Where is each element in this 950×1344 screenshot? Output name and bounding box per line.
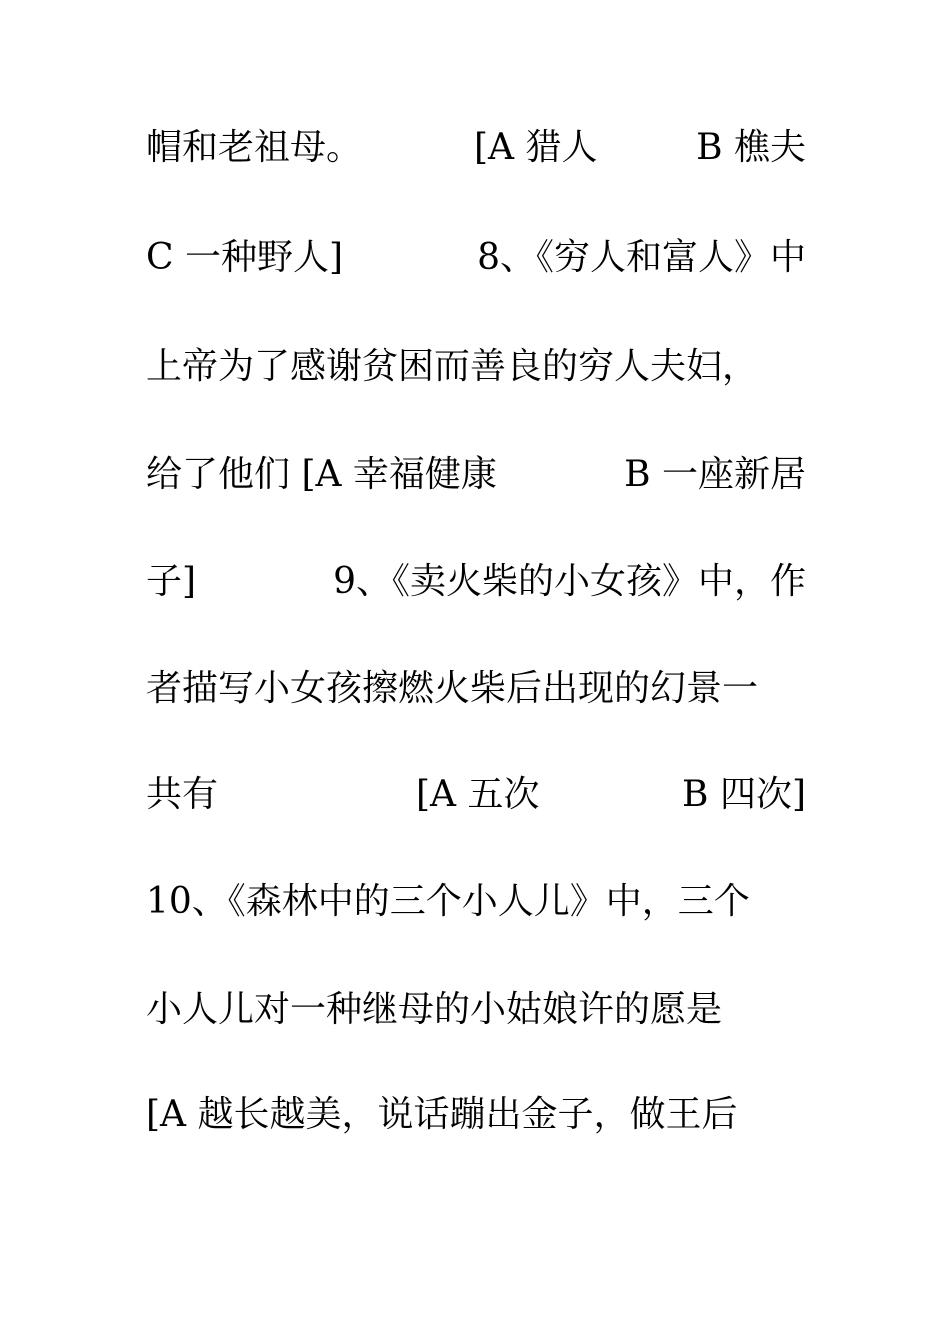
line-4-option-b: B 一座新居	[624, 454, 806, 495]
line-2-option-c: C 一种野人]	[146, 237, 344, 278]
line-9-text: 小人儿对一种继母的小姑娘许的愿是	[146, 989, 723, 1030]
line-5-question-9: 9、《卖火柴的小女孩》中，作	[333, 561, 806, 602]
line-2-question-8: 8、《穷人和富人》中	[477, 237, 806, 278]
text-line-3	[146, 343, 806, 391]
line-4-option-a: 给了他们 [A 幸福健康	[146, 454, 497, 495]
line-1-text: 帽和老祖母。	[146, 127, 363, 168]
line-7-text: 共有	[146, 774, 219, 815]
text-line-2	[146, 234, 806, 282]
line-5-text: 子]	[146, 561, 197, 602]
text-line-7	[146, 771, 806, 819]
text-line-6	[146, 665, 806, 713]
line-3-text: 上帝为了感谢贫困而善良的穷人夫妇，	[146, 346, 759, 387]
line-10-option-a: [A 越长越美，说话蹦出金子，做王后	[146, 1094, 738, 1135]
line-1-option-a: [A 猎人	[474, 127, 598, 168]
line-1-option-b: B 樵夫	[696, 127, 806, 168]
text-line-9	[146, 986, 806, 1034]
line-6-text: 者描写小女孩擦燃火柴后出现的幻景一	[146, 668, 759, 709]
line-8-question-10: 10、《森林中的三个小人儿》中，三个	[146, 881, 750, 922]
line-7-option-a: [A 五次	[416, 774, 540, 815]
text-line-4	[146, 451, 806, 499]
line-7-option-b: B 四次]	[682, 774, 806, 815]
text-line-5	[146, 558, 806, 606]
text-line-10	[146, 1091, 806, 1139]
text-line-1	[146, 124, 806, 172]
text-line-8	[146, 878, 806, 926]
